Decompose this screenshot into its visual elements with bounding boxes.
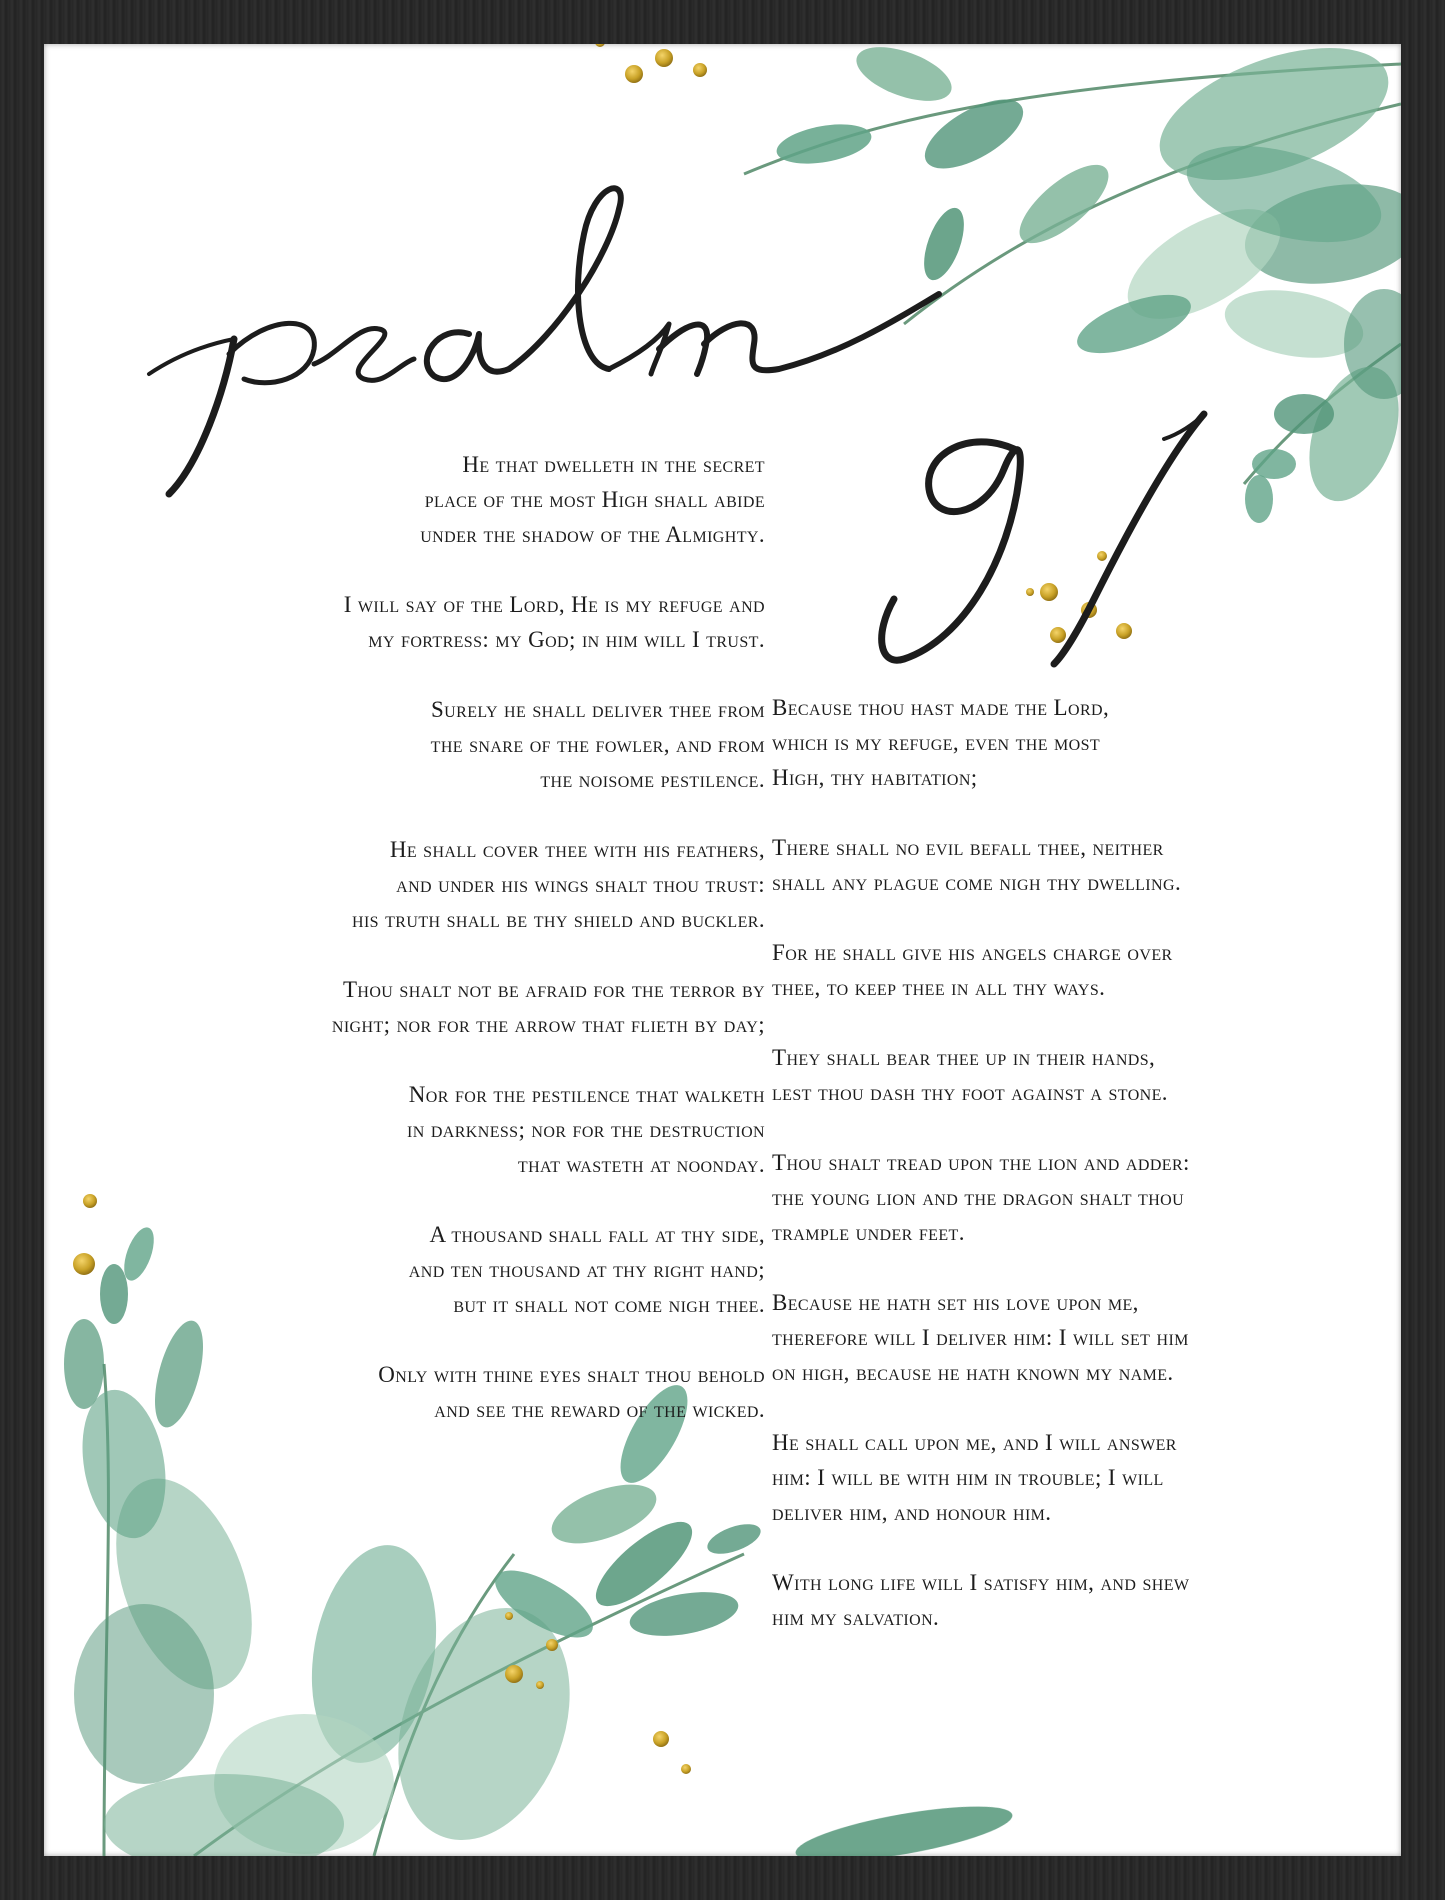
verse: They shall bear thee up in their hands, lest thou dash thy foot against a stone. (772, 1045, 1168, 1105)
verse: Thou shalt not be afraid for the terror by night; nor for the arrow that flieth by day; (331, 977, 765, 1037)
verse: He shall cover thee with his feathers, and under his wings shalt thou trust: his truth shall be thy shield and buckler. (351, 837, 765, 932)
verse: With long life will I satisfy him, and shew him my salvation. (772, 1570, 1190, 1630)
verse: I will say of the Lord, He is my refuge and my fortress: my God; in him will I trust. (343, 592, 765, 652)
verses-right-column (772, 690, 1392, 1670)
verse: Only with thine eyes shalt thou behold and see the reward of the wicked. (378, 1362, 765, 1422)
verse: A thousand shall fall at thy side, and ten thousand at thy right hand; but it shall not come nigh thee. (408, 1222, 765, 1317)
verse: Because thou hast made the Lord, which is my refuge, even the most High, thy habitation; (772, 695, 1110, 790)
verse: He shall call upon me, and I will answer him: I will be with him in trouble; I will deliver him, and honour him. (772, 1430, 1177, 1525)
verse: Nor for the pestilence that walketh in darkness; nor for the destruction that wasteth at noonday. (406, 1082, 765, 1177)
poster-print (44, 44, 1401, 1856)
verse: For he shall give his angels charge over thee, to keep thee in all thy ways. (772, 940, 1173, 1000)
title-number-91 (874, 409, 1234, 689)
verse: Surely he shall deliver thee from the snare of the fowler, and from the noisome pestilence. (430, 697, 765, 792)
verse: There shall no evil befall thee, neither shall any plague come nigh thy dwelling. (772, 835, 1182, 895)
verses-left-column (124, 447, 765, 1462)
verse: Because he hath set his love upon me, therefore will I deliver him: I will set him on high, because he hath known my name. (772, 1290, 1189, 1385)
verse: Thou shalt tread upon the lion and adder: the young lion and the dragon shalt thou trample under feet. (772, 1150, 1190, 1245)
verse: He that dwelleth in the secret place of the most High shall abide under the shadow of the Almighty. (420, 452, 765, 547)
